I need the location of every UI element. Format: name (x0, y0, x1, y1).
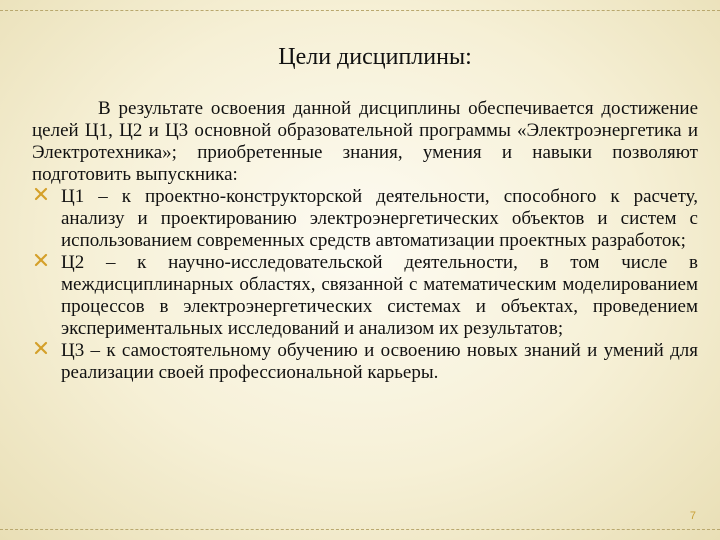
goals-list (32, 186, 698, 384)
page-number: 7 (689, 510, 696, 522)
goal-text-2: Ц2 – к научно-исследовательской деятельности, в том числе в междисциплинарных областях, связанной с математическим моделированием процессов в электроэнергетических системах и объектах, проведением экспериментальных исследований и анализом их результатов; (61, 252, 698, 339)
x-mark-bullet-icon (34, 341, 48, 355)
list-item (32, 252, 698, 340)
slide-title: Цели дисциплины: (278, 44, 472, 70)
slide-body (32, 98, 698, 384)
list-item (32, 340, 698, 384)
goal-text-3: Ц3 – к самостоятельному обучению и освоению новых знаний и умений для реализации своей профессиональной карьеры. (61, 340, 698, 383)
bottom-border (0, 529, 720, 530)
x-mark-bullet-icon (34, 253, 48, 267)
x-mark-bullet-icon (34, 187, 48, 201)
list-item (32, 186, 698, 252)
top-border (0, 10, 720, 11)
goal-text-1: Ц1 – к проектно-конструкторской деятельности, способного к расчету, анализу и проектированию электроэнергетических объектов и систем с использованием современных средств автоматизации проектных разработок; (61, 186, 698, 251)
intro-paragraph: В результате освоения данной дисциплины обеспечивается достижение целей Ц1, Ц2 и Ц3 основной образовательной программы «Электроэнергетика и Электротехника»; приобретенные знания, умения и навыки позволяют подготовить выпускника: (32, 98, 698, 185)
